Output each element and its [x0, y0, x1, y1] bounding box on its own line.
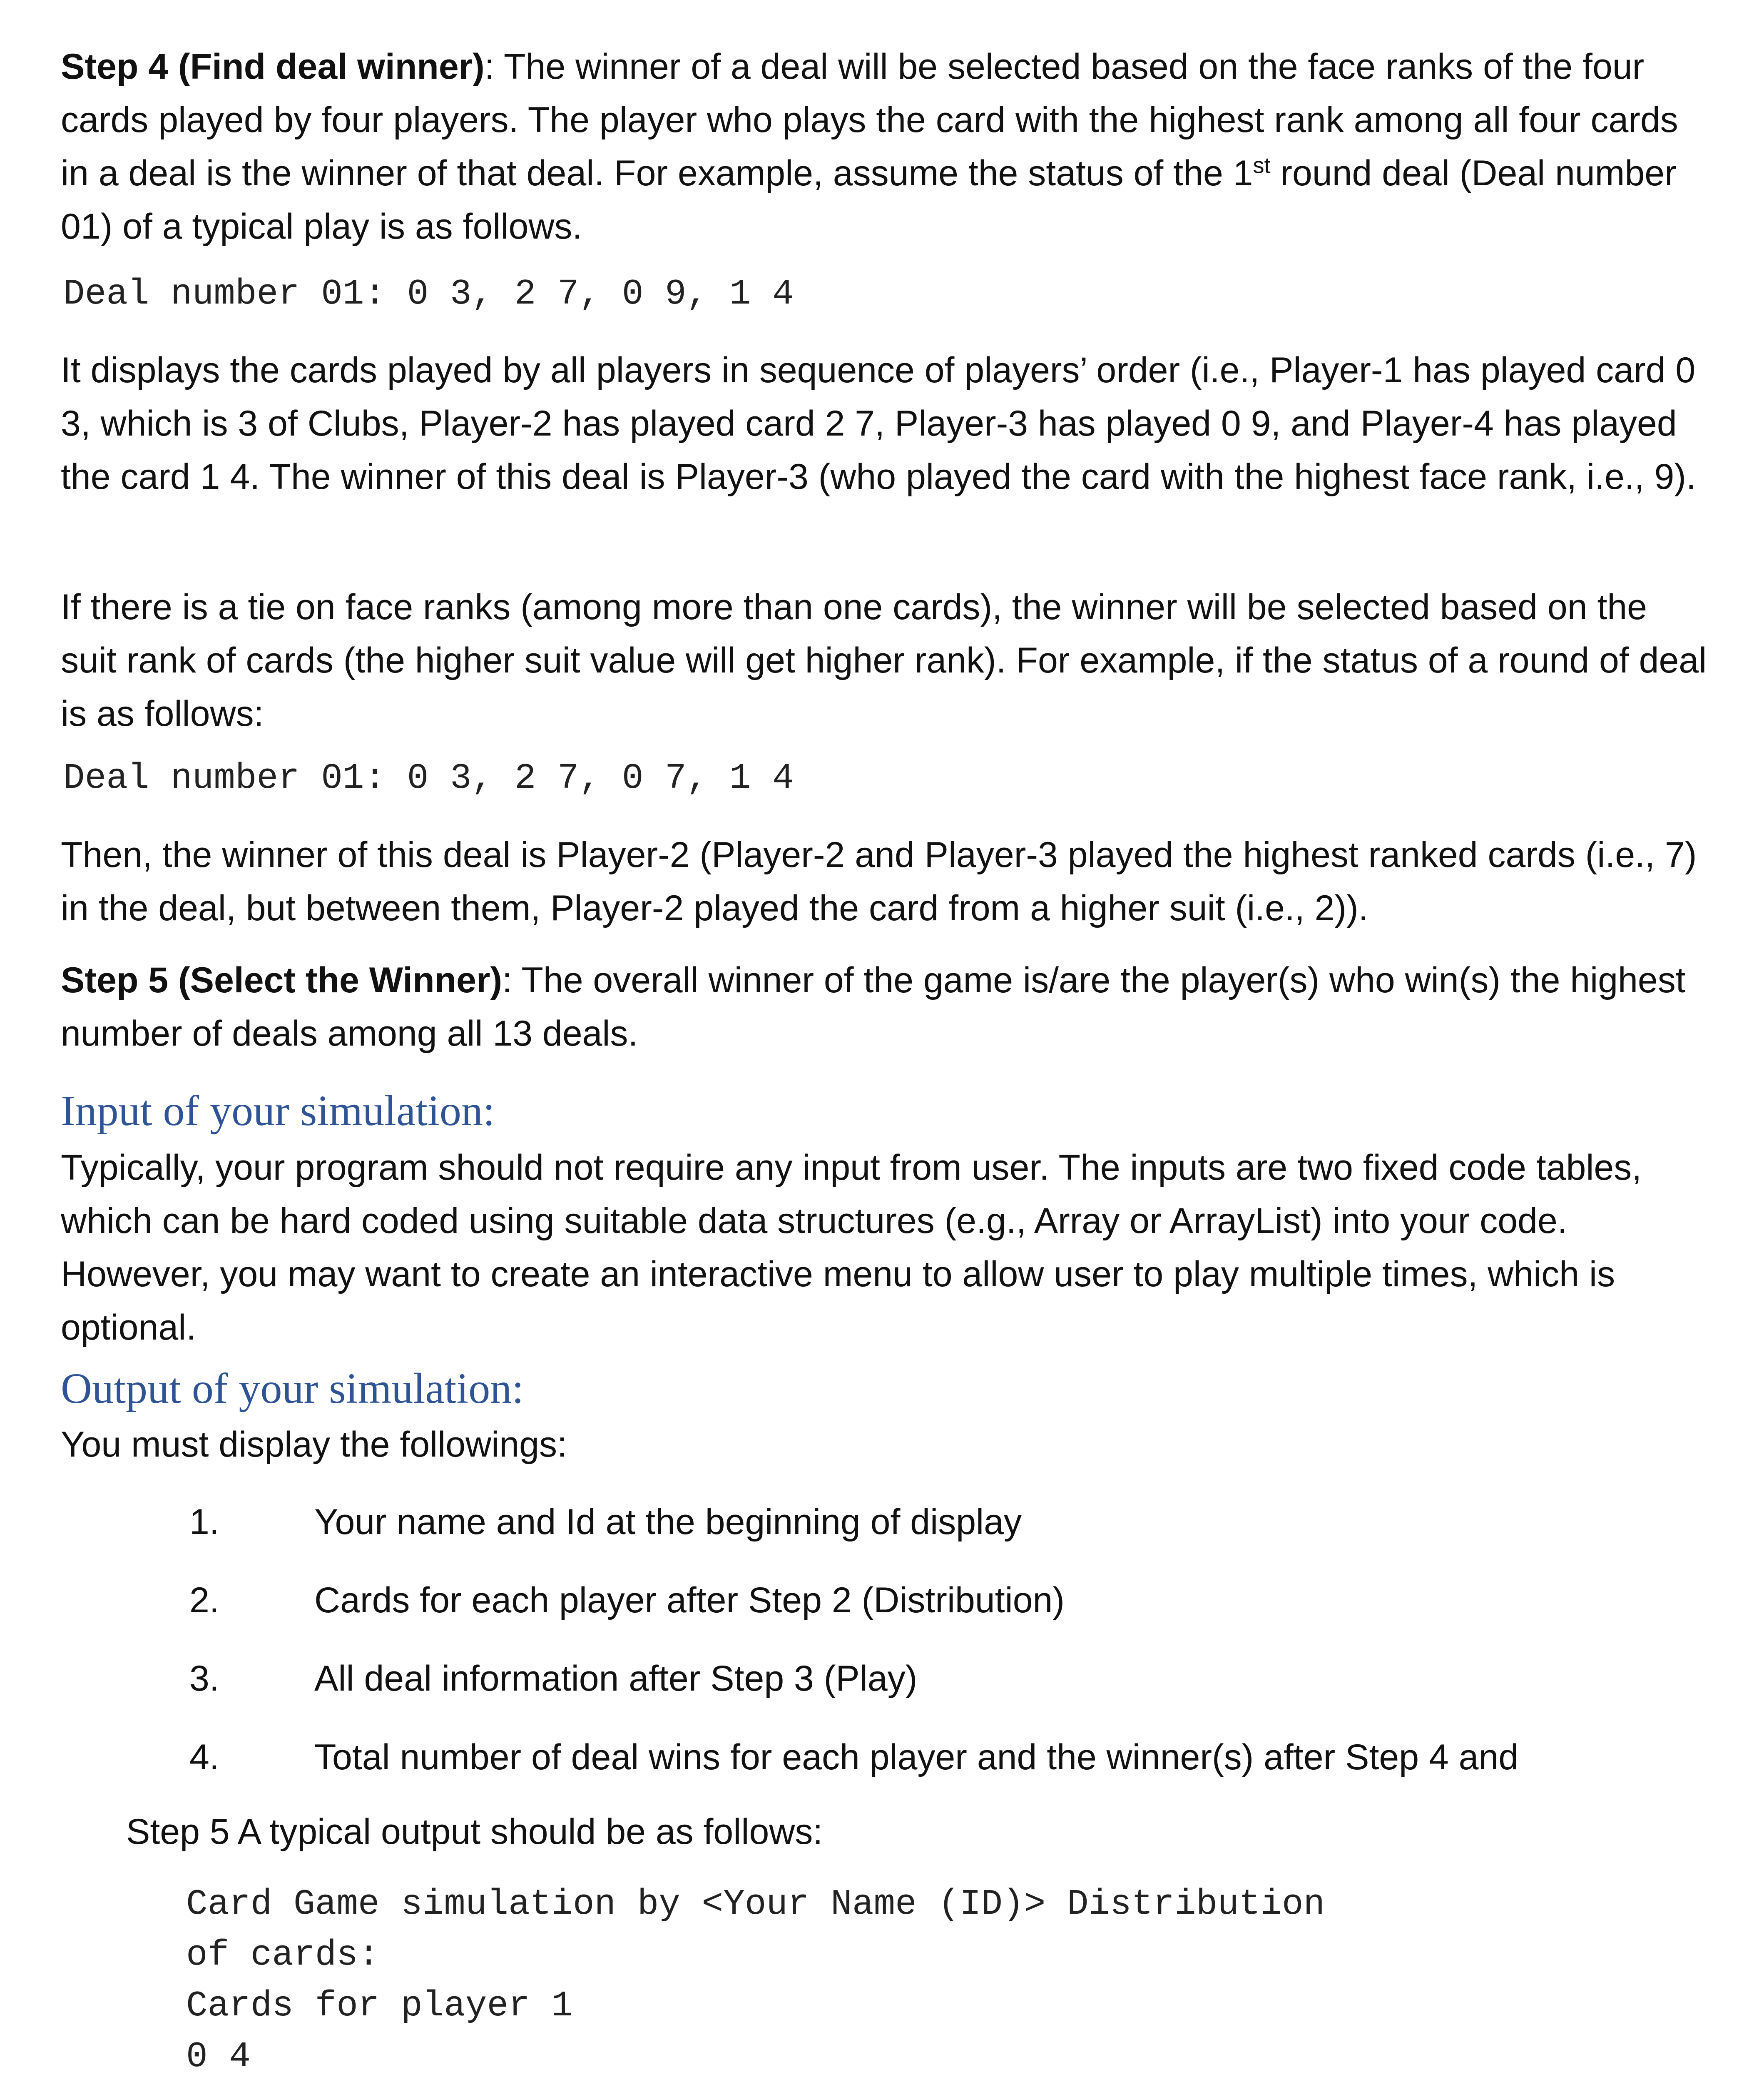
sample-output-line: Card Game simulation by <Your Name (ID)> Distribution	[186, 1884, 1325, 1925]
list-number: 3.	[189, 1659, 219, 1698]
tie-paragraph: If there is a tie on face ranks (among more than one cards), the winner will be selected based on the suit rank of cards (the higher suit value will get higher rank). For example, if the status of a round of deal is as follows:	[61, 587, 1707, 734]
output-heading: Output of your simulation:	[61, 1365, 524, 1412]
list-number: 4.	[189, 1737, 219, 1777]
sample-output-line: Cards for player 1	[186, 1985, 573, 2026]
input-heading: Input of your simulation:	[61, 1087, 495, 1135]
step4-title: Step 4 (Find deal winner)	[61, 47, 485, 87]
list-item-text: Your name and Id at the beginning of display	[314, 1502, 1022, 1542]
tie-result-paragraph: Then, the winner of this deal is Player-2 (Player-2 and Player-3 played the highest ranked cards (i.e., 7) in the deal, but between them, Player-2 played the card from a higher suit (i.e., 2)).	[61, 835, 1697, 928]
list-tail-text: Step 5 A typical output should be as follows:	[126, 1812, 823, 1852]
list-number: 1.	[189, 1502, 219, 1542]
list-item-text: All deal information after Step 3 (Play)	[314, 1659, 918, 1698]
list-item-text: Total number of deal wins for each player and the winner(s) after Step 4 and	[314, 1737, 1519, 1777]
step4-paragraph	[61, 40, 1709, 253]
sample-output-line: 0 4	[186, 2036, 251, 2077]
step4-text-b: round deal (Deal number 01) of a typical play is as follows.	[61, 153, 1677, 247]
explanation-paragraph: It displays the cards played by all players in sequence of players’ order (i.e., Player-1 has played card 0 3, which is 3 of Clubs, Player-2 has played card 2 7, Player-3 has played 0 9, and Player-4 has played the card 1 4. The winner of this deal is Player-3 (who played the card with the highest face rank, i.e., 9).	[61, 350, 1696, 497]
step5-title: Step 5 (Select the Winner)	[61, 960, 503, 1000]
sample-output-line: of cards:	[186, 1935, 380, 1975]
step5-text: : The overall winner of the game is/are the player(s) who win(s) the highest number of deals among all 13 deals.	[61, 960, 1686, 1053]
list-number: 2.	[189, 1580, 219, 1620]
input-paragraph: Typically, your program should not require any input from user. The inputs are two fixed code tables, which can be hard coded using suitable data structures (e.g., Array or ArrayList) into your code. However, you may want to create an interactive menu to allow user to play multiple times, which is optional.	[61, 1148, 1642, 1347]
step4-text-a: : The winner of a deal will be selected based on the face ranks of the four cards played by four players. The player who plays the card with the highest rank among all four cards in a deal is the winner of that deal. For example, assume the status of the 1	[61, 47, 1678, 193]
code-deal-example-1: Deal number 01: 0 3, 2 7, 0 9, 1 4	[63, 274, 794, 314]
code-deal-example-2: Deal number 01: 0 3, 2 7, 0 7, 1 4	[63, 758, 794, 799]
output-intro: You must display the followings:	[61, 1425, 567, 1464]
step5-paragraph	[61, 954, 1709, 1060]
step4-superscript: st	[1253, 153, 1271, 178]
list-item-text: Cards for each player after Step 2 (Distribution)	[314, 1580, 1065, 1620]
